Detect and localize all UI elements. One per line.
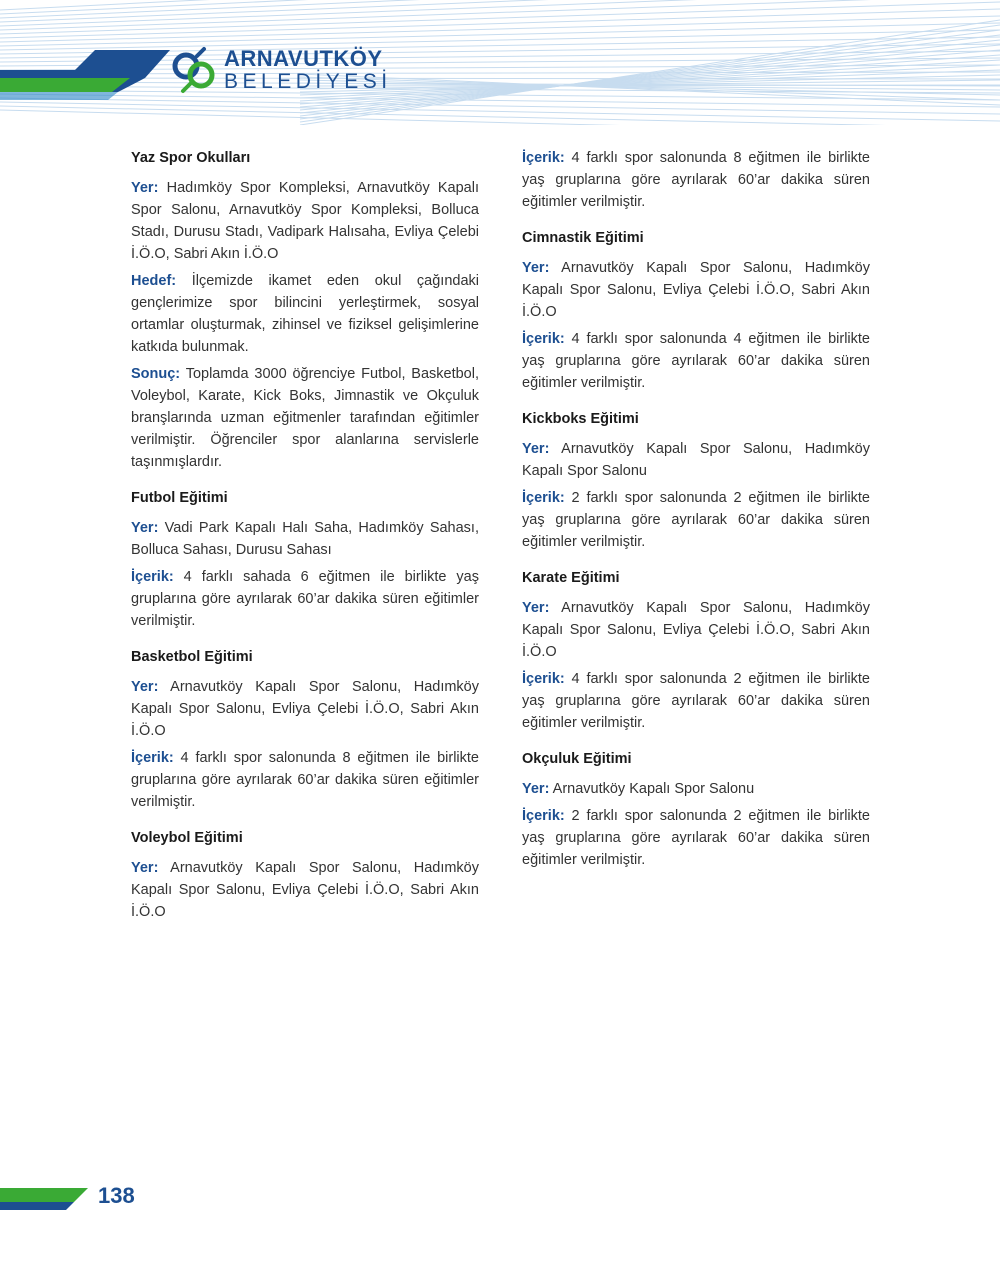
header-green-stripe — [0, 78, 130, 92]
page-footer — [0, 1180, 1000, 1220]
section-paragraph — [522, 487, 870, 553]
section — [522, 147, 870, 213]
paragraph-text: Hadımköy Spor Kompleksi, Arnavutköy Kapalı Spor Salonu, Arnavutköy Spor Kompleksi, Bolluca Stadı, Durusu Stadı, Vadipark Halısaha, Evliya Çelebi İ.Ö.O, Sabri Akın İ.Ö.O — [131, 180, 479, 262]
section — [522, 748, 870, 871]
section-paragraph — [131, 857, 479, 923]
paragraph-text: İlçemizde ikamet eden okul çağındaki gençlerimize spor bilincini yerleştirmek, sosyal ortamlar oluşturmak, zihinsel ve fiziksel gelişimlerine katkıda bulunmak. — [131, 273, 479, 355]
section-title: Futbol Eğitimi — [131, 490, 228, 506]
paragraph-label: İçerik: — [522, 490, 565, 506]
paragraph-text: 4 farklı spor salonunda 8 eğitmen ile birlikte gruplarına göre ayrılarak 60’ar dakika süren eğitimler verilmiştir. — [131, 750, 479, 810]
paragraph-text: Arnavutköy Kapalı Spor Salonu, Hadımköy Kapalı Spor Salonu, Evliya Çelebi İ.Ö.O, Sabri Akın İ.Ö.O — [131, 679, 479, 739]
right-column — [522, 147, 870, 885]
section-paragraph — [522, 147, 870, 213]
left-column — [131, 147, 479, 937]
section-paragraph — [131, 363, 479, 473]
paragraph-label: Hedef: — [131, 273, 177, 289]
section-paragraph — [131, 177, 479, 265]
paragraph-label: İçerik: — [131, 750, 174, 766]
section-paragraph — [131, 676, 479, 742]
section-paragraph — [522, 257, 870, 323]
section-paragraph — [131, 270, 479, 358]
paragraph-text: 4 farklı spor salonunda 2 eğitmen ile birlikte yaş gruplarına göre ayrılarak 60’ar dakika süren eğitimler verilmiştir. — [522, 671, 870, 731]
paragraph-text: Arnavutköy Kapalı Spor Salonu, Hadımköy Kapalı Spor Salonu, Evliya Çelebi İ.Ö.O, Sabri Akın İ.Ö.O — [522, 600, 870, 660]
paragraph-text: Toplamda 3000 öğrenciye Futbol, Basketbol, Voleybol, Karate, Kick Boks, Jimnastik ve Okçuluk branşlarında uzman eğitmenler tarafından eğitimler verilmiştir. Öğrenciler spor alanlarına servislerle taşınmışlardır. — [131, 366, 479, 470]
paragraph-label: Yer: — [522, 781, 550, 797]
paragraph-label: Yer: — [522, 260, 550, 276]
header-decoration — [0, 0, 1000, 125]
logo-subtitle: BELEDİYESİ — [224, 70, 392, 93]
header-line — [0, 0, 1000, 30]
paragraph-label: İçerik: — [131, 569, 174, 585]
paragraph-label: İçerik: — [522, 331, 565, 347]
paragraph-text: 4 farklı sahada 6 eğitmen ile birlikte yaş gruplarına göre ayrılarak 60’ar dakika süren eğitimler verilmiştir. — [131, 569, 479, 629]
footer-decoration — [0, 1180, 100, 1220]
section — [131, 147, 479, 473]
section-title: Karate Eğitimi — [522, 570, 620, 586]
section-title: Basketbol Eğitimi — [131, 649, 253, 665]
page-number: 138 — [98, 1183, 135, 1208]
section — [522, 408, 870, 553]
section-title: Kickboks Eğitimi — [522, 411, 639, 427]
section-title: Yaz Spor Okulları — [131, 150, 251, 166]
header-line — [0, 9, 1000, 38]
paragraph-label: İçerik: — [522, 150, 565, 166]
paragraph-label: Yer: — [131, 679, 159, 695]
section-title: Okçuluk Eğitimi — [522, 751, 632, 767]
paragraph-text: Arnavutköy Kapalı Spor Salonu — [549, 781, 755, 797]
paragraph-label: Yer: — [131, 860, 159, 876]
section — [522, 227, 870, 394]
section — [131, 487, 479, 632]
section — [131, 646, 479, 813]
page-header — [0, 0, 1000, 125]
logo-emblem-icon — [170, 46, 218, 94]
paragraph-label: İçerik: — [522, 671, 565, 687]
municipality-logo — [170, 46, 392, 94]
section — [131, 827, 479, 923]
section-paragraph — [131, 566, 479, 632]
section-title: Voleybol Eğitimi — [131, 830, 243, 846]
section-paragraph — [131, 747, 479, 813]
section-paragraph — [522, 778, 870, 800]
section-paragraph — [522, 438, 870, 482]
paragraph-label: Yer: — [522, 441, 550, 457]
paragraph-text: Arnavutköy Kapalı Spor Salonu, Hadımköy Kapalı Spor Salonu — [522, 441, 870, 479]
section-paragraph — [522, 805, 870, 871]
paragraph-text: 4 farklı spor salonunda 4 eğitmen ile birlikte yaş gruplarına göre ayrılarak 60’ar dakika süren eğitimler verilmiştir. — [522, 331, 870, 391]
section-title: Cimnastik Eğitimi — [522, 230, 644, 246]
paragraph-text: Arnavutköy Kapalı Spor Salonu, Hadımköy Kapalı Spor Salonu, Evliya Çelebi İ.Ö.O, Sabri Akın İ.Ö.O — [131, 860, 479, 920]
paragraph-text: Vadi Park Kapalı Halı Saha, Hadımköy Sahası, Bolluca Sahası, Durusu Sahası — [131, 520, 479, 558]
section-paragraph — [131, 517, 479, 561]
section-paragraph — [522, 597, 870, 663]
section — [522, 567, 870, 734]
paragraph-text: 4 farklı spor salonunda 8 eğitmen ile birlikte yaş gruplarına göre ayrılarak 60’ar dakika süren eğitimler verilmiştir. — [522, 150, 870, 210]
paragraph-label: Yer: — [131, 520, 159, 536]
paragraph-label: İçerik: — [522, 808, 565, 824]
section-paragraph — [522, 328, 870, 394]
paragraph-text: 2 farklı spor salonunda 2 eğitmen ile birlikte yaş gruplarına göre ayrılarak 60’ar dakika süren eğitimler verilmiştir. — [522, 490, 870, 550]
paragraph-label: Yer: — [131, 180, 159, 196]
logo-name: ARNAVUTKÖY — [224, 46, 383, 71]
paragraph-text: 2 farklı spor salonunda 2 eğitmen ile birlikte yaş gruplarına göre ayrılarak 60’ar dakika süren eğitimler verilmiştir. — [522, 808, 870, 868]
paragraph-text: Arnavutköy Kapalı Spor Salonu, Hadımköy Kapalı Spor Salonu, Evliya Çelebi İ.Ö.O, Sabri Akın İ.Ö.O — [522, 260, 870, 320]
paragraph-label: Sonuç: — [131, 366, 181, 382]
paragraph-label: Yer: — [522, 600, 550, 616]
section-paragraph — [522, 668, 870, 734]
